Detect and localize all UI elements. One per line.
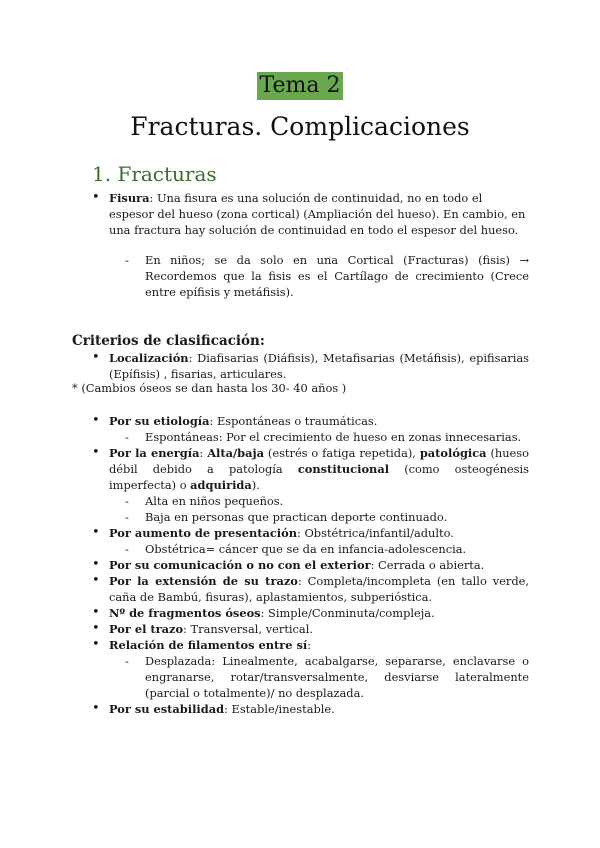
filamentos-sub: - Desplazada: Linealmente, acabalgarse, separarse, enclavarse o engranarse, rotar/transversalmente, desviarse lateralmente (parcial o totalmente)/ no desplazada. (145, 653, 529, 701)
energia-bold-alta: Alta/baja (207, 446, 265, 460)
criterios-heading: Criterios de clasificación: (72, 333, 265, 349)
estabilidad-label: Por su estabilidad (109, 702, 225, 716)
energia-bold-adquirida: adquirida (190, 478, 252, 492)
section-heading: 1. Fracturas (92, 162, 217, 186)
extension-item (109, 573, 529, 605)
trazo-label: Por el trazo (109, 622, 184, 636)
energia-label: Por la energía (109, 446, 200, 460)
energia-end: ). (251, 478, 260, 492)
fisura-text: : Una fisura es una solución de continuidad, no en todo el espesor del hueso (zona cortical) (Ampliación del hueso). En cambio, en una fractura hay solución de continuidad en todo el espesor del hueso. (109, 191, 526, 237)
trazo-item (109, 621, 529, 637)
energia-mid2: (hueso débil debido a patología (109, 446, 530, 476)
energia-sub-alta: - Alta en niños pequeños. (145, 493, 529, 509)
fisura-note: - En niños; se da solo en una Cortical (Fracturas) (fisis) → Recordemos que la fisis es el Cartílago de crecimiento (Crece entre epífisis y metáfisis). (145, 252, 529, 300)
etiologia-item (109, 413, 529, 429)
comunicacion-label: Por su comunicación o no con el exterior (109, 558, 371, 572)
etiologia-sub: - Espontáneas: Por el crecimiento de hueso en zonas innecesarias. (145, 429, 529, 445)
energia-mid3: (como osteogénesis imperfecta) o (109, 462, 529, 492)
energia-sub-baja: - Baja en personas que practican deporte continuado. (145, 509, 529, 525)
document-title: Fracturas. Complicaciones (130, 112, 470, 141)
fragmentos-label: Nº de fragmentos óseos (109, 606, 261, 620)
estabilidad-item (109, 701, 529, 717)
energia-sep: : (199, 446, 208, 460)
filamentos-item (109, 637, 529, 653)
presentacion-item (109, 525, 529, 541)
filamentos-label: Relación de filamentos entre sí (109, 638, 308, 652)
energia-item (109, 445, 529, 493)
energia-mid: (estrés o fatiga repetida), (264, 446, 420, 460)
etiologia-label: Por su etiología (109, 414, 210, 428)
presentacion-text: : Obstétrica/infantil/adulto. (297, 526, 454, 540)
extension-label: Por la extensión de su trazo (109, 574, 298, 588)
tema-heading-wrap (0, 72, 600, 100)
estabilidad-text: : Estable/inestable. (224, 702, 335, 716)
localizacion-label: Localización (109, 351, 189, 365)
extension-text: : Completa/incompleta (en tallo verde, caña de Bambú, fisuras), aplastamientos, subperióstica. (109, 574, 529, 604)
tema-heading: Tema 2 (257, 72, 344, 100)
etiologia-text: : Espontáneas o traumáticas. (209, 414, 378, 428)
trazo-text: : Transversal, vertical. (183, 622, 313, 636)
localizacion-text: : Diafisarias (Diáfisis), Metafisarias (Metáfisis), epifisarias (Epífisis) , fisarias, articulares. (109, 351, 529, 381)
energia-bold-constitucional: constitucional (297, 462, 390, 476)
energia-bold-patologica: patológica (419, 446, 487, 460)
footnote: * (Cambios óseos se dan hasta los 30- 40 años ) (72, 381, 347, 395)
localizacion-item (109, 350, 529, 382)
fisura-item (109, 190, 529, 238)
presentacion-sub: - Obstétrica= cáncer que se da en infancia-adolescencia. (145, 541, 529, 557)
fisura-label: Fisura (109, 191, 150, 205)
comunicacion-item (109, 557, 529, 573)
fragmentos-item (109, 605, 529, 621)
presentacion-label: Por aumento de presentación (109, 526, 298, 540)
fragmentos-text: : Simple/Conminuta/compleja. (260, 606, 435, 620)
comunicacion-text: : Cerrada o abierta. (370, 558, 485, 572)
filamentos-text: : (307, 638, 312, 652)
